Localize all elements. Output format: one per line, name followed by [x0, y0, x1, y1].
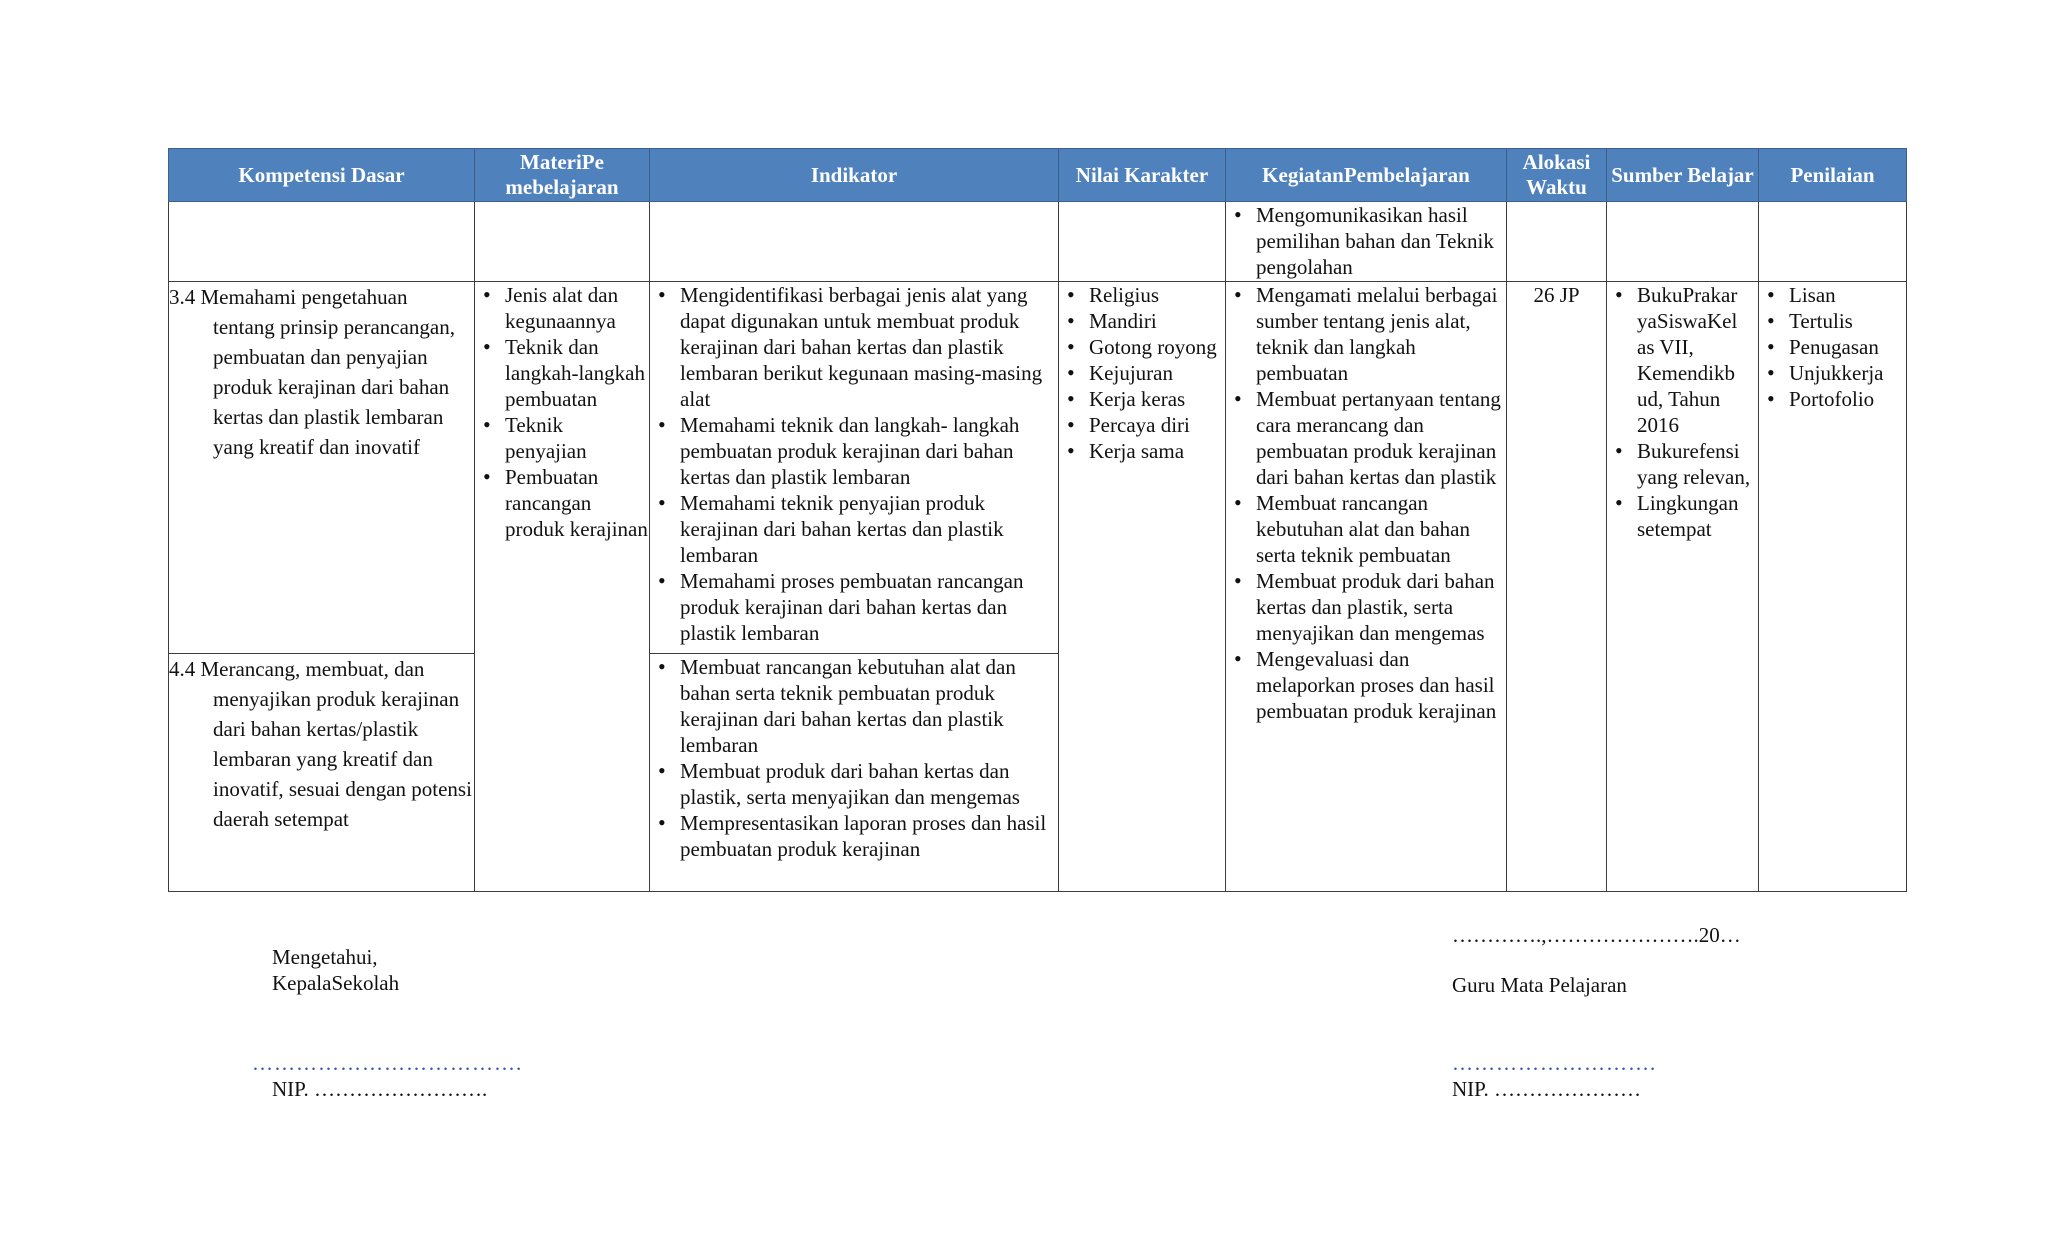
right-signature-line: ……………………….: [1452, 1051, 1657, 1075]
list-item: • Membuat rancangan kebutuhan alat dan bahan serta teknik pembuatan produk kerajinan dari bahan kertas dan plastik lembaran: [670, 654, 1058, 758]
list-item: • Teknik penyajian: [495, 412, 649, 464]
header-penilaian: Penilaian: [1759, 149, 1907, 202]
kegiatan-cell: [1226, 282, 1507, 892]
empty-cell: [1059, 202, 1226, 282]
kegiatan-continued-cell: [1226, 202, 1507, 282]
list-item: • Mengamati melalui berbagai sumber tentang jenis alat, teknik dan langkah pembuatan: [1246, 282, 1506, 386]
empty-cell: [650, 202, 1059, 282]
list-item: • Memahami teknik penyajian produk kerajinan dari bahan kertas dan plastik lembaran: [670, 490, 1058, 568]
list-item: • Lisan: [1779, 282, 1906, 308]
header-alokasi: Alokasi Waktu: [1507, 149, 1607, 202]
list-item: • Percaya diri: [1079, 412, 1225, 438]
list-item: • Membuat pertanyaan tentang cara merancang dan pembuatan produk kerajinan dari bahan kertas dan plastik: [1246, 386, 1506, 490]
list-item: • Penugasan: [1779, 334, 1906, 360]
list-item: • Mengidentifikasi berbagai jenis alat yang dapat digunakan untuk membuat produk kerajinan dari bahan kertas dan plastik lembaran berikut kegunaan masing-masing alat: [670, 282, 1058, 412]
kd-4-4-text: 4.4 Merancang, membuat, dan menyajikan produk kerajinan dari bahan kertas/plastik lembaran yang kreatif dan inovatif, sesuai dengan potensi daerah setempat: [169, 657, 472, 831]
list-item: • Mengevaluasi dan melaporkan proses dan hasil pembuatan produk kerajinan: [1246, 646, 1506, 724]
list-item: • Kerja keras: [1079, 386, 1225, 412]
header-indikator: Indikator: [650, 149, 1059, 202]
list-item: • Religius: [1079, 282, 1225, 308]
list-item: • Membuat produk dari bahan kertas dan plastik, serta menyajikan dan mengemas: [1246, 568, 1506, 646]
kd-3-4-text: 3.4 Memahami pengetahuan tentang prinsip perancangan, pembuatan dan penyajian produk kerajinan dari bahan kertas dan plastik lembaran yang kreatif dan inovatif: [169, 285, 455, 459]
signature-left: [272, 944, 399, 996]
kd-3-4-cell: [169, 282, 475, 654]
left-principal-label: KepalaSekolah: [272, 971, 400, 995]
list-item: • Kerja sama: [1079, 438, 1225, 464]
sumber-belajar-cell: [1607, 282, 1759, 892]
left-signature-line: ……………………………….: [252, 1051, 523, 1075]
list-item: • Jenis alat dan kegunaannya: [495, 282, 649, 334]
right-nip: NIP. …………………: [1452, 1077, 1642, 1101]
header-nilai-karakter: Nilai Karakter: [1059, 149, 1226, 202]
empty-cell: [169, 202, 475, 282]
list-item: • Kejujuran: [1079, 360, 1225, 386]
table-header-row: [169, 149, 1907, 202]
empty-cell: [1507, 202, 1607, 282]
table-row: [169, 202, 1907, 282]
empty-cell: [1759, 202, 1907, 282]
alokasi-waktu-cell: 26 JP: [1507, 282, 1607, 892]
header-materi: MateriPe mebelajaran: [475, 149, 650, 202]
list-item: • Mandiri: [1079, 308, 1225, 334]
header-kegiatan: KegiatanPembelajaran: [1226, 149, 1507, 202]
list-item: • Memahami proses pembuatan rancangan produk kerajinan dari bahan kertas dan plastik lembaran: [670, 568, 1058, 646]
list-item: • Membuat produk dari bahan kertas dan plastik, serta menyajikan dan mengemas: [670, 758, 1058, 810]
right-teacher-label: Guru Mata Pelajaran: [1452, 973, 1627, 997]
nilai-karakter-cell: [1059, 282, 1226, 892]
list-item: • Tertulis: [1779, 308, 1906, 334]
left-nip: NIP. …………………….: [272, 1077, 488, 1101]
empty-cell: [1607, 202, 1759, 282]
indikator-3-4-cell: [650, 282, 1059, 654]
list-item: • Unjukkerja: [1779, 360, 1906, 386]
list-item: • Membuat rancangan kebutuhan alat dan bahan serta teknik pembuatan: [1246, 490, 1506, 568]
materi-cell: [475, 282, 650, 892]
syllabus-table: [168, 148, 1907, 892]
list-item: • Memahami teknik dan langkah- langkah pembuatan produk kerajinan dari bahan kertas dan plastik lembaran: [670, 412, 1058, 490]
list-item: • Bukurefensi yang relevan,: [1627, 438, 1758, 490]
empty-cell: [475, 202, 650, 282]
left-known-label: Mengetahui,: [272, 945, 378, 969]
table-row: [169, 282, 1907, 654]
header-sumber: Sumber Belajar: [1607, 149, 1759, 202]
list-item: • Mengomunikasikan hasil pemilihan bahan dan Teknik pengolahan: [1246, 202, 1506, 280]
header-kompetensi-dasar: Kompetensi Dasar: [169, 149, 475, 202]
list-item: • Mempresentasikan laporan proses dan hasil pembuatan produk kerajinan: [670, 810, 1058, 862]
indikator-4-4-cell: [650, 654, 1059, 892]
list-item: • Lingkungan setempat: [1627, 490, 1758, 542]
list-item: • Portofolio: [1779, 386, 1906, 412]
kd-4-4-cell: [169, 654, 475, 892]
penilaian-cell: [1759, 282, 1907, 892]
list-item: • Teknik dan langkah-langkah pembuatan: [495, 334, 649, 412]
list-item: • BukuPrakar yaSiswaKel as VII, Kemendikb ud, Tahun 2016: [1627, 282, 1758, 438]
right-date-line: ………….,………………….20…: [1452, 923, 1741, 947]
list-item: • Gotong royong: [1079, 334, 1225, 360]
list-item: • Pembuatan rancangan produk kerajinan: [495, 464, 649, 542]
